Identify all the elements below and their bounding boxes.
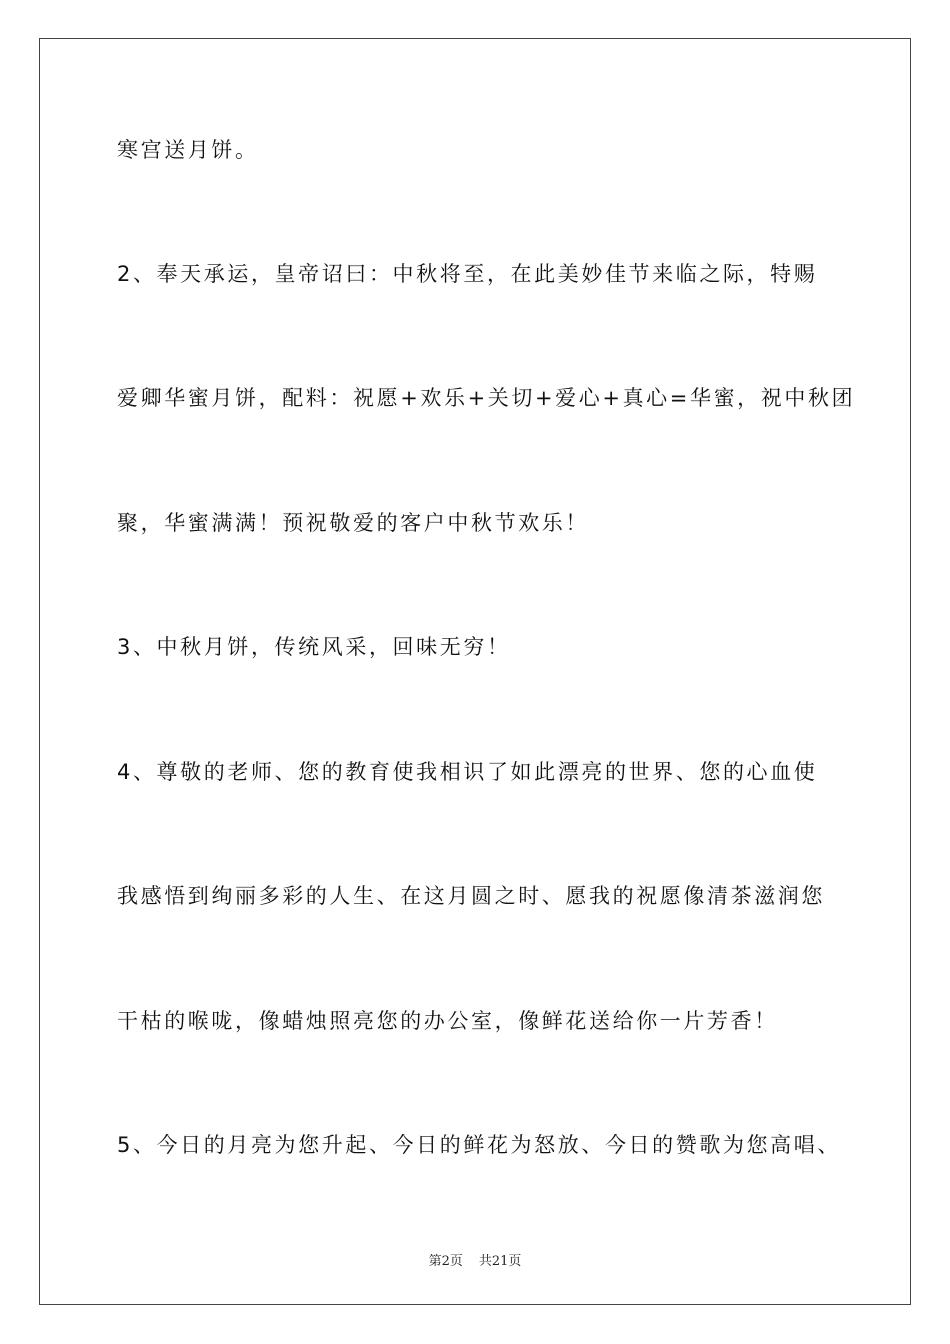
text-line-7: 我感悟到绚丽多彩的人生、在这月圆之时、愿我的祝愿像清茶滋润您 — [117, 884, 825, 908]
page-total: 共21页 — [478, 1254, 522, 1269]
text-line-3: 爱卿华蜜月饼，配料：祝愿+欢乐+关切+爱心+真心=华蜜，祝中秋团 — [117, 386, 856, 410]
text-line-8: 干枯的喉咙，像蜡烛照亮您的办公室，像鲜花送给你一片芳香！ — [117, 1009, 778, 1033]
page-footer — [0, 1250, 950, 1269]
text-line-5: 3、中秋月饼，传统风采，回味无穷！ — [117, 635, 511, 659]
text-line-9: 5、今日的月亮为您升起、今日的鲜花为怒放、今日的赞歌为您高唱、 — [117, 1133, 841, 1157]
text-line-1: 寒宫送月饼。 — [117, 138, 259, 162]
page-number: 第2页 — [428, 1254, 463, 1269]
text-line-2: 2、奉天承运，皇帝诏曰：中秋将至，在此美妙佳节来临之际，特赐 — [117, 262, 818, 286]
text-line-4: 聚，华蜜满满！预祝敬爱的客户中秋节欢乐！ — [117, 511, 589, 535]
page-border — [39, 38, 911, 1305]
text-line-6: 4、尊敬的老师、您的教育使我相识了如此漂亮的世界、您的心血使 — [117, 760, 818, 784]
